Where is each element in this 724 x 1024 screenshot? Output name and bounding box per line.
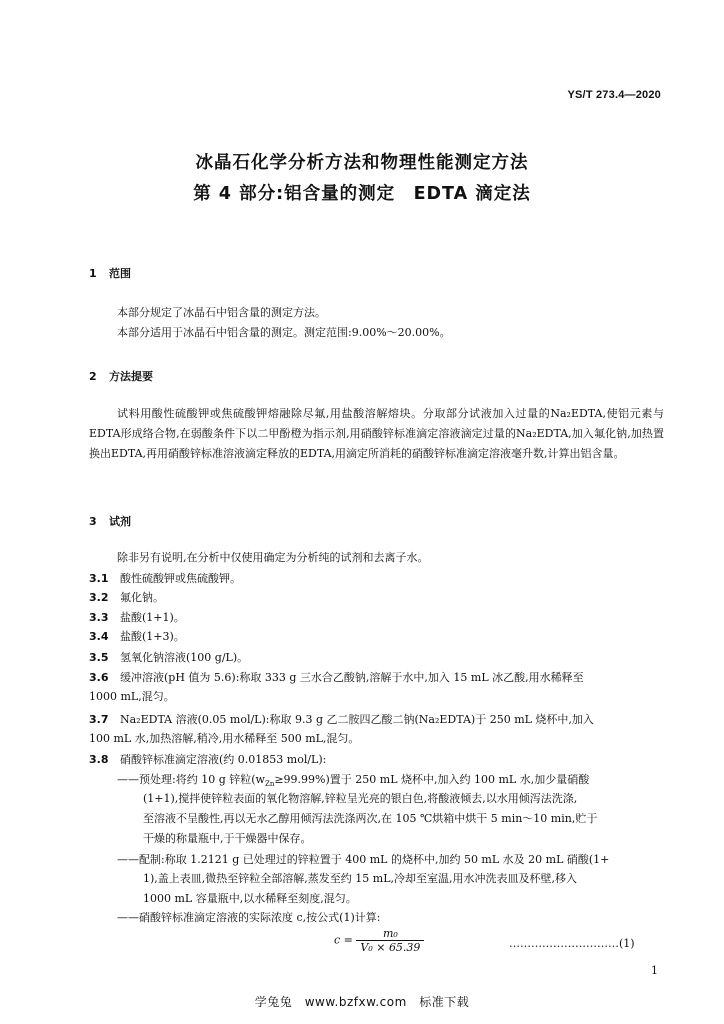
formula-numerator: m₀ bbox=[356, 927, 424, 941]
document-title-line1: 冰晶石化学分析方法和物理性能测定方法 bbox=[195, 153, 529, 173]
reagent-number: 3.1 bbox=[89, 572, 109, 585]
reagent-number: 3.3 bbox=[89, 611, 109, 624]
formula-lhs: c = bbox=[334, 933, 353, 947]
preparation-line-1: ——配制:称取 1.2121 g 已处理过的锌粒置于 400 mL 的烧杯中,加约 50 mL 水及 20 mL 硝酸(1+ bbox=[117, 853, 610, 866]
reagent-text: 酸性硫酸钾或焦硫酸钾。 bbox=[120, 572, 241, 585]
footer-watermark: 学兔兔 www.bzfxw.com 标准下载 bbox=[254, 995, 470, 1009]
reagent-item bbox=[89, 668, 584, 687]
scope-paragraph-2: 本部分适用于冰晶石中铝含量的测定。测定范围:9.00%～20.00%。 bbox=[117, 326, 451, 339]
formula-number: …………………………(1) bbox=[509, 937, 635, 950]
reagent-number: 3.6 bbox=[89, 671, 109, 684]
concentration-line: ——硝酸锌标准滴定溶液的实际浓度 c,按公式(1)计算: bbox=[117, 911, 381, 924]
section-2-heading bbox=[89, 368, 153, 384]
pretreatment-text-a: ——预处理:将约 10 g 锌粒(w bbox=[117, 773, 265, 786]
method-summary-paragraph: 试料用酸性硫酸钾或焦硫酸钾熔融除尽氟,用盐酸溶解熔块。分取部分试液加入过量的Na₂EDTA,使铝元素与EDTA形成络合物,在弱酸条件下以二甲酚橙为指示剂,用硝酸锌标准滴定溶液滴定过量的Na₂EDTA,加入氟化钠,加热置换出EDTA,再用硝酸锌标准溶液滴定释放的EDTA,用滴定所消耗的硝酸锌标准滴定溶液毫升数,计算出铝含量。 bbox=[89, 407, 664, 460]
zinc-subscript: Zn bbox=[264, 780, 275, 789]
section-3-heading bbox=[89, 513, 131, 529]
reagent-continuation: 1000 mL,混匀。 bbox=[89, 690, 175, 703]
section-title: 方法提要 bbox=[109, 370, 153, 383]
reagent-item bbox=[89, 588, 164, 607]
reagent-number: 3.8 bbox=[89, 753, 109, 766]
preparation-line-3: 1000 mL 容量瓶中,以水稀释至刻度,混匀。 bbox=[143, 892, 357, 905]
page-number: 1 bbox=[651, 964, 658, 977]
scope-paragraph-1: 本部分规定了冰晶石中铝含量的测定方法。 bbox=[117, 306, 326, 319]
preparation-line-2: 1),盖上表皿,微热至锌粒全部溶解,蒸发至约 15 mL,冷却至室温,用水冲洗表皿及杯壁,移入 bbox=[143, 872, 577, 885]
reagent-item bbox=[89, 608, 185, 627]
reagent-item bbox=[89, 710, 594, 729]
section-1-heading bbox=[89, 265, 131, 281]
reagent-text: Na₂EDTA 溶液(0.05 mol/L):称取 9.3 g 乙二胺四乙酸二钠(Na₂EDTA)于 250 mL 烧杯中,加入 bbox=[120, 713, 594, 726]
section-title: 范围 bbox=[109, 267, 131, 280]
section-title: 试剂 bbox=[109, 515, 131, 528]
reagent-item bbox=[89, 627, 185, 646]
reagents-intro: 除非另有说明,在分析中仅使用确定为分析纯的试剂和去离子水。 bbox=[117, 551, 429, 564]
reagent-text: 氢氧化钠溶液(100 g/L)。 bbox=[120, 651, 249, 664]
standard-number: YS/T 273.4—2020 bbox=[567, 89, 661, 101]
section-number: 3 bbox=[89, 515, 97, 528]
pretreatment-text-b: ≥99.99%)置于 250 mL 烧杯中,加入约 100 mL 水,加少量硝酸 bbox=[274, 773, 590, 786]
reagent-number: 3.4 bbox=[89, 630, 109, 643]
reagent-number: 3.5 bbox=[89, 651, 109, 664]
section-number: 1 bbox=[89, 267, 97, 280]
pretreatment-line-4: 干燥的称量瓶中,于干燥器中保存。 bbox=[143, 832, 312, 845]
reagent-number: 3.2 bbox=[89, 591, 109, 604]
section-number: 2 bbox=[89, 370, 97, 383]
reagent-number: 3.7 bbox=[89, 713, 109, 726]
reagent-text: 硝酸锌标准滴定溶液(约 0.01853 mol/L): bbox=[120, 753, 327, 766]
reagent-item bbox=[89, 750, 326, 769]
pretreatment-line-3: 至溶液不呈酸性,再以无水乙醇用倾泻法洗涤两次,在 105 ℃烘箱中烘干 5 min～10 min,贮于 bbox=[143, 812, 598, 825]
formula-denominator: V₀ × 65.39 bbox=[360, 941, 421, 954]
reagent-text: 盐酸(1+3)。 bbox=[120, 630, 185, 643]
reagent-text: 氟化钠。 bbox=[120, 591, 164, 604]
reagent-continuation: 100 mL 水,加热溶解,稍冷,用水稀释至 500 mL,混匀。 bbox=[89, 732, 360, 745]
document-title-line2: 第 4 部分:铝含量的测定 EDTA 滴定法 bbox=[193, 184, 531, 204]
formula-fraction bbox=[356, 927, 424, 954]
reagent-text: 缓冲溶液(pH 值为 5.6):称取 333 g 三水合乙酸钠,溶解于水中,加入 15 mL 冰乙酸,用水稀释至 bbox=[120, 671, 584, 684]
reagent-text: 盐酸(1+1)。 bbox=[120, 611, 185, 624]
pretreatment-line-2: (1+1),搅拌使锌粒表面的氧化物溶解,锌粒呈光亮的银白色,将酸液倾去,以水用倾泻法洗涤, bbox=[143, 792, 578, 805]
reagent-item bbox=[89, 648, 248, 667]
reagent-item bbox=[89, 569, 241, 588]
formula-1 bbox=[334, 927, 424, 954]
